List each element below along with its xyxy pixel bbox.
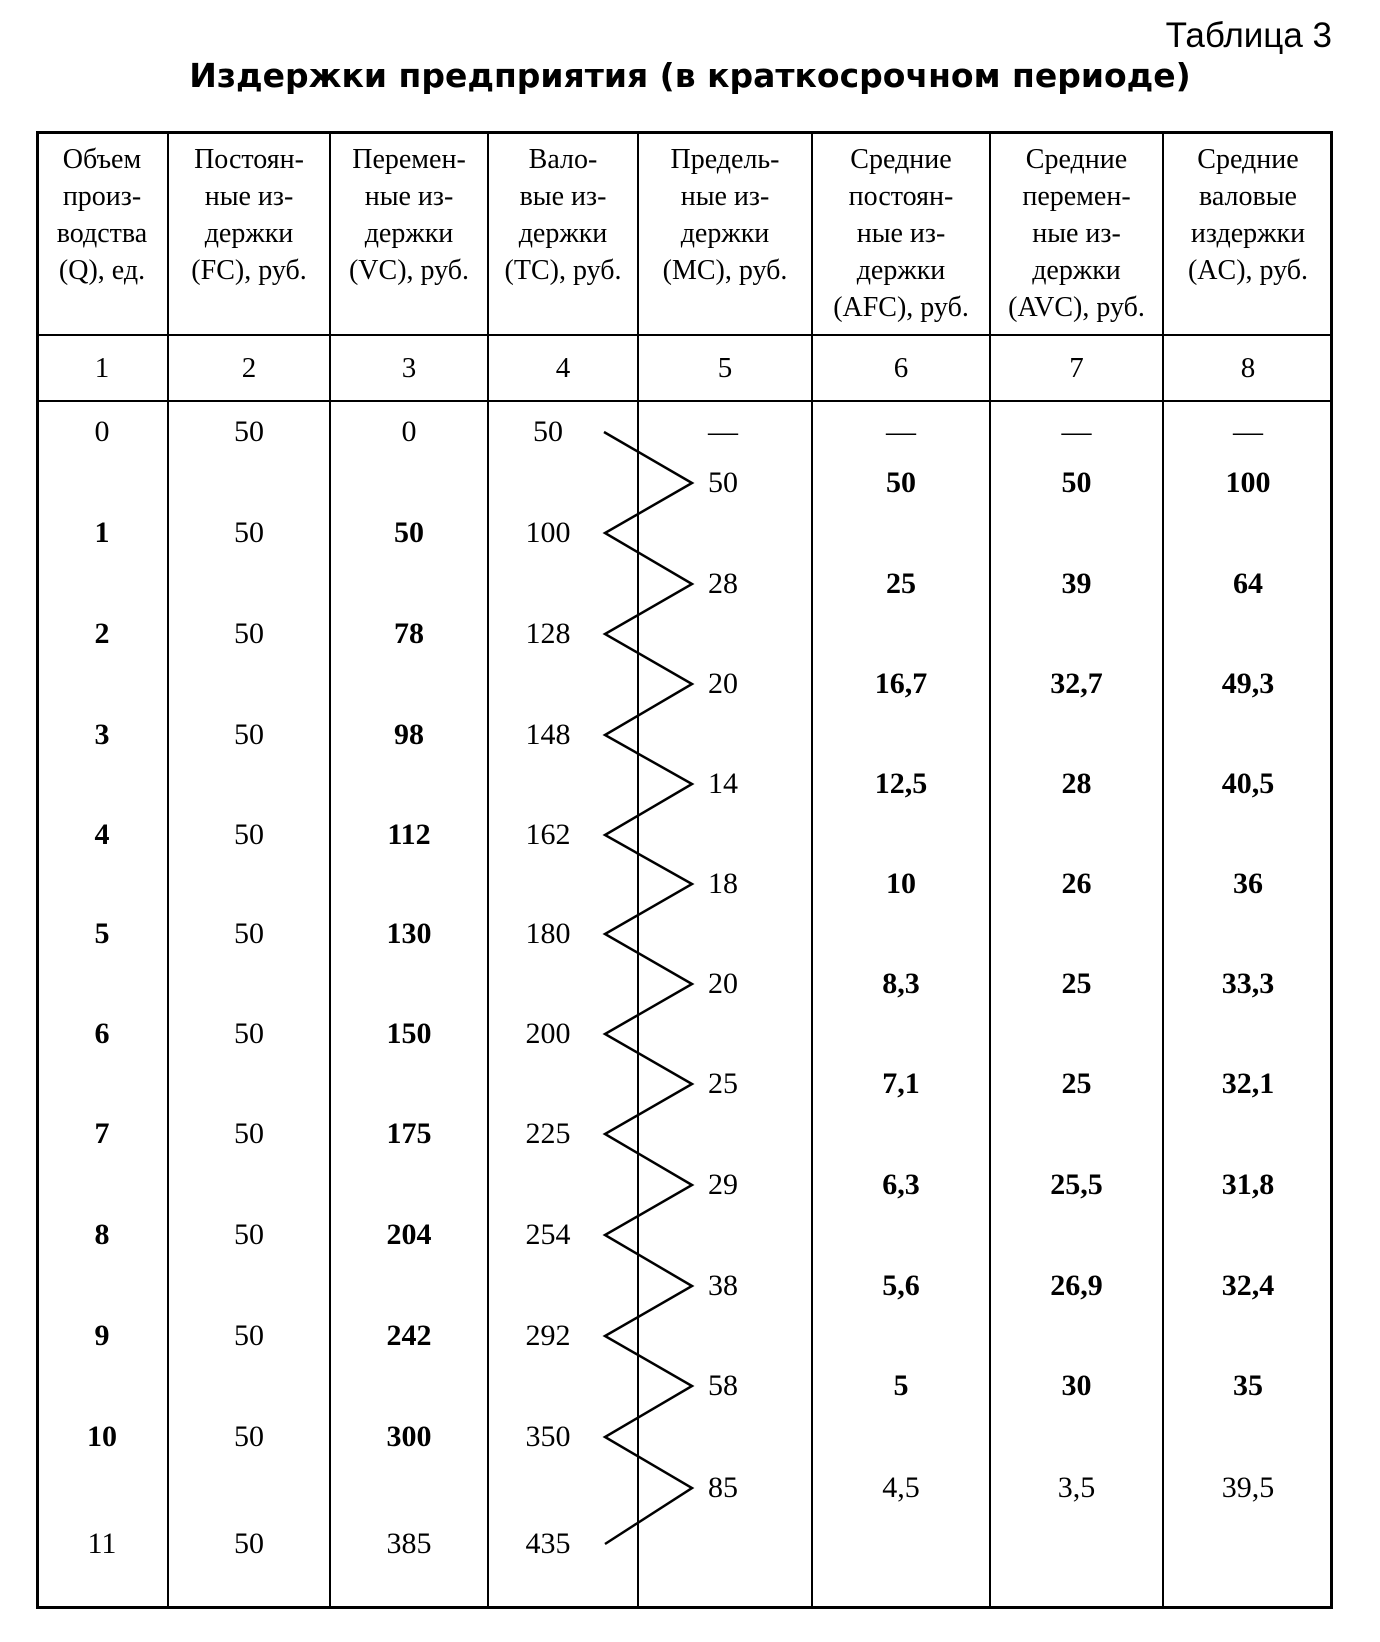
cell-tc: 200 [525,1017,571,1050]
cell-tc: 180 [525,917,571,950]
header-line: Перемен- [352,144,466,175]
cell-vc: 175 [386,1117,432,1150]
cell-avc: 26 [1061,867,1092,900]
table-title: Издержки предприятия (в краткосрочном периоде) [189,56,1191,95]
header-line: ные из- [680,181,770,212]
cell-avc: 25 [1061,1067,1092,1100]
header-line: постоян- [848,181,954,212]
cell-q: 7 [94,1117,110,1150]
header-line: держки [204,218,294,249]
cell-ac: 49,3 [1221,667,1275,700]
column-number: 3 [401,352,417,384]
header-line: (AFC), руб. [833,292,969,323]
cell-afc: 50 [886,466,916,499]
cell-q: 11 [87,1527,117,1560]
cell-mc: 20 [708,967,738,1000]
cell-fc: 50 [234,917,264,950]
table-caption: Таблица 3 [1165,16,1332,55]
header-line: ные из- [856,218,946,249]
cell-tc: 435 [525,1527,571,1560]
cell-vc: 0 [401,415,417,448]
cell-q: 5 [94,917,110,950]
cell-fc: 50 [234,415,264,448]
cell-ac: 35 [1233,1369,1263,1402]
header-line: держки [364,218,454,249]
cell-avc: — [1061,415,1092,448]
column-number: 6 [893,352,909,384]
cell-ac: 39,5 [1221,1471,1275,1504]
cell-fc: 50 [234,516,264,549]
column-number: 5 [717,352,733,384]
cell-fc: 50 [234,1017,264,1050]
cell-tc: 254 [525,1218,571,1251]
header-line: Объем [62,144,142,175]
cell-tc: 225 [525,1117,571,1150]
header-line: Вало- [528,144,598,175]
cell-avc: 32,7 [1050,667,1103,700]
cell-mc: 14 [708,767,738,800]
cell-afc: 6,3 [882,1168,920,1201]
cell-ac: 40,5 [1221,767,1275,800]
cell-vc: 98 [394,718,424,751]
cell-vc: 130 [386,917,432,950]
header-line: (MC), руб. [662,255,788,286]
header-line: (Q), ед. [58,255,146,286]
cell-avc: 3,5 [1057,1471,1096,1504]
cell-afc: 25 [886,567,916,600]
header-line: держки [856,255,946,286]
cell-mc: 58 [708,1369,738,1402]
cell-ac: 100 [1225,466,1271,499]
cell-avc: 39 [1061,567,1092,600]
header-line: произ- [62,181,142,212]
cell-vc: 242 [386,1319,432,1352]
cell-fc: 50 [234,818,264,851]
cell-fc: 50 [234,1527,264,1560]
header-line: (TC), руб. [504,255,622,286]
cell-vc: 78 [394,617,424,650]
cell-tc: 100 [525,516,571,549]
cell-afc: 10 [886,867,916,900]
cell-tc: 148 [525,718,571,751]
cell-tc: 292 [525,1319,571,1352]
cell-avc: 50 [1061,466,1092,499]
cell-avc: 26,9 [1050,1269,1103,1302]
cell-vc: 300 [386,1420,432,1453]
cell-q: 10 [87,1420,117,1453]
cell-vc: 112 [387,818,431,851]
cell-mc: — [708,415,738,448]
cell-q: 1 [94,516,110,549]
header-line: Предель- [670,144,780,175]
header-line: ные из- [1032,218,1121,249]
cell-afc: 5 [893,1369,909,1402]
cell-fc: 50 [234,1218,264,1251]
cell-fc: 50 [234,1117,264,1150]
cell-mc: 20 [708,667,738,700]
cell-ac: 32,4 [1221,1269,1275,1302]
cell-avc: 28 [1061,767,1092,800]
cell-q: 2 [94,617,110,650]
header-line: (VC), руб. [348,255,470,286]
cell-avc: 30 [1061,1369,1092,1402]
column-number: 2 [241,352,257,384]
column-number: 7 [1069,352,1084,384]
cell-tc: 128 [525,617,571,650]
cell-vc: 50 [394,516,424,549]
cell-afc: — [886,415,916,448]
cell-tc: 162 [525,818,571,851]
column-number: 1 [94,352,110,384]
cell-afc: 16,7 [874,667,928,700]
cell-mc: 28 [708,567,738,600]
header-line: (AVC), руб. [1008,292,1145,323]
cell-q: 6 [94,1017,110,1050]
cell-ac: 64 [1233,567,1263,600]
cell-fc: 50 [234,1319,264,1352]
header-line: ные из- [204,181,294,212]
cell-ac: 32,1 [1221,1067,1275,1100]
header-line: издержки [1190,218,1306,249]
cell-fc: 50 [234,1420,264,1453]
cell-afc: 8,3 [882,967,920,1000]
cell-vc: 385 [386,1527,432,1560]
cell-vc: 204 [386,1218,432,1251]
cell-vc: 150 [386,1017,432,1050]
cell-q: 8 [94,1218,110,1251]
cell-tc: 350 [525,1420,571,1453]
header-line: перемен- [1022,181,1131,212]
header-line: Средние [1197,144,1299,175]
cell-fc: 50 [234,617,264,650]
column-number: 8 [1240,352,1256,384]
cell-mc: 85 [708,1471,738,1504]
header-line: (AC), руб. [1187,255,1309,286]
header-line: Постоян- [194,144,304,175]
header-line: вые из- [519,181,607,212]
column-number: 4 [555,352,571,384]
cell-tc: 50 [533,415,563,448]
header-line: ные из- [364,181,454,212]
cell-mc: 18 [708,867,738,900]
header-line: Средние [1025,144,1128,175]
cell-mc: 38 [708,1269,738,1302]
cell-q: 9 [94,1319,110,1352]
cell-afc: 7,1 [882,1067,920,1100]
header-line: держки [1032,255,1121,286]
cell-ac: 31,8 [1221,1168,1275,1201]
cell-q: 4 [94,818,110,851]
cell-afc: 5,6 [882,1269,920,1302]
cell-q: 0 [94,415,110,448]
cell-avc: 25 [1061,967,1092,1000]
header-line: валовые [1199,181,1297,212]
cell-avc: 25,5 [1050,1168,1103,1201]
cell-ac: — [1233,415,1263,448]
header-line: держки [680,218,770,249]
header-line: водства [56,218,148,249]
cell-mc: 50 [708,466,738,499]
cell-mc: 29 [708,1168,738,1201]
cell-afc: 12,5 [874,767,928,800]
cell-afc: 4,5 [882,1471,920,1504]
header-line: Средние [850,144,952,175]
cell-fc: 50 [234,718,264,751]
cell-q: 3 [94,718,110,751]
cell-ac: 33,3 [1221,967,1275,1000]
cell-ac: 36 [1233,867,1263,900]
cell-mc: 25 [708,1067,738,1100]
header-line: (FC), руб. [191,255,307,286]
header-line: держки [518,218,608,249]
